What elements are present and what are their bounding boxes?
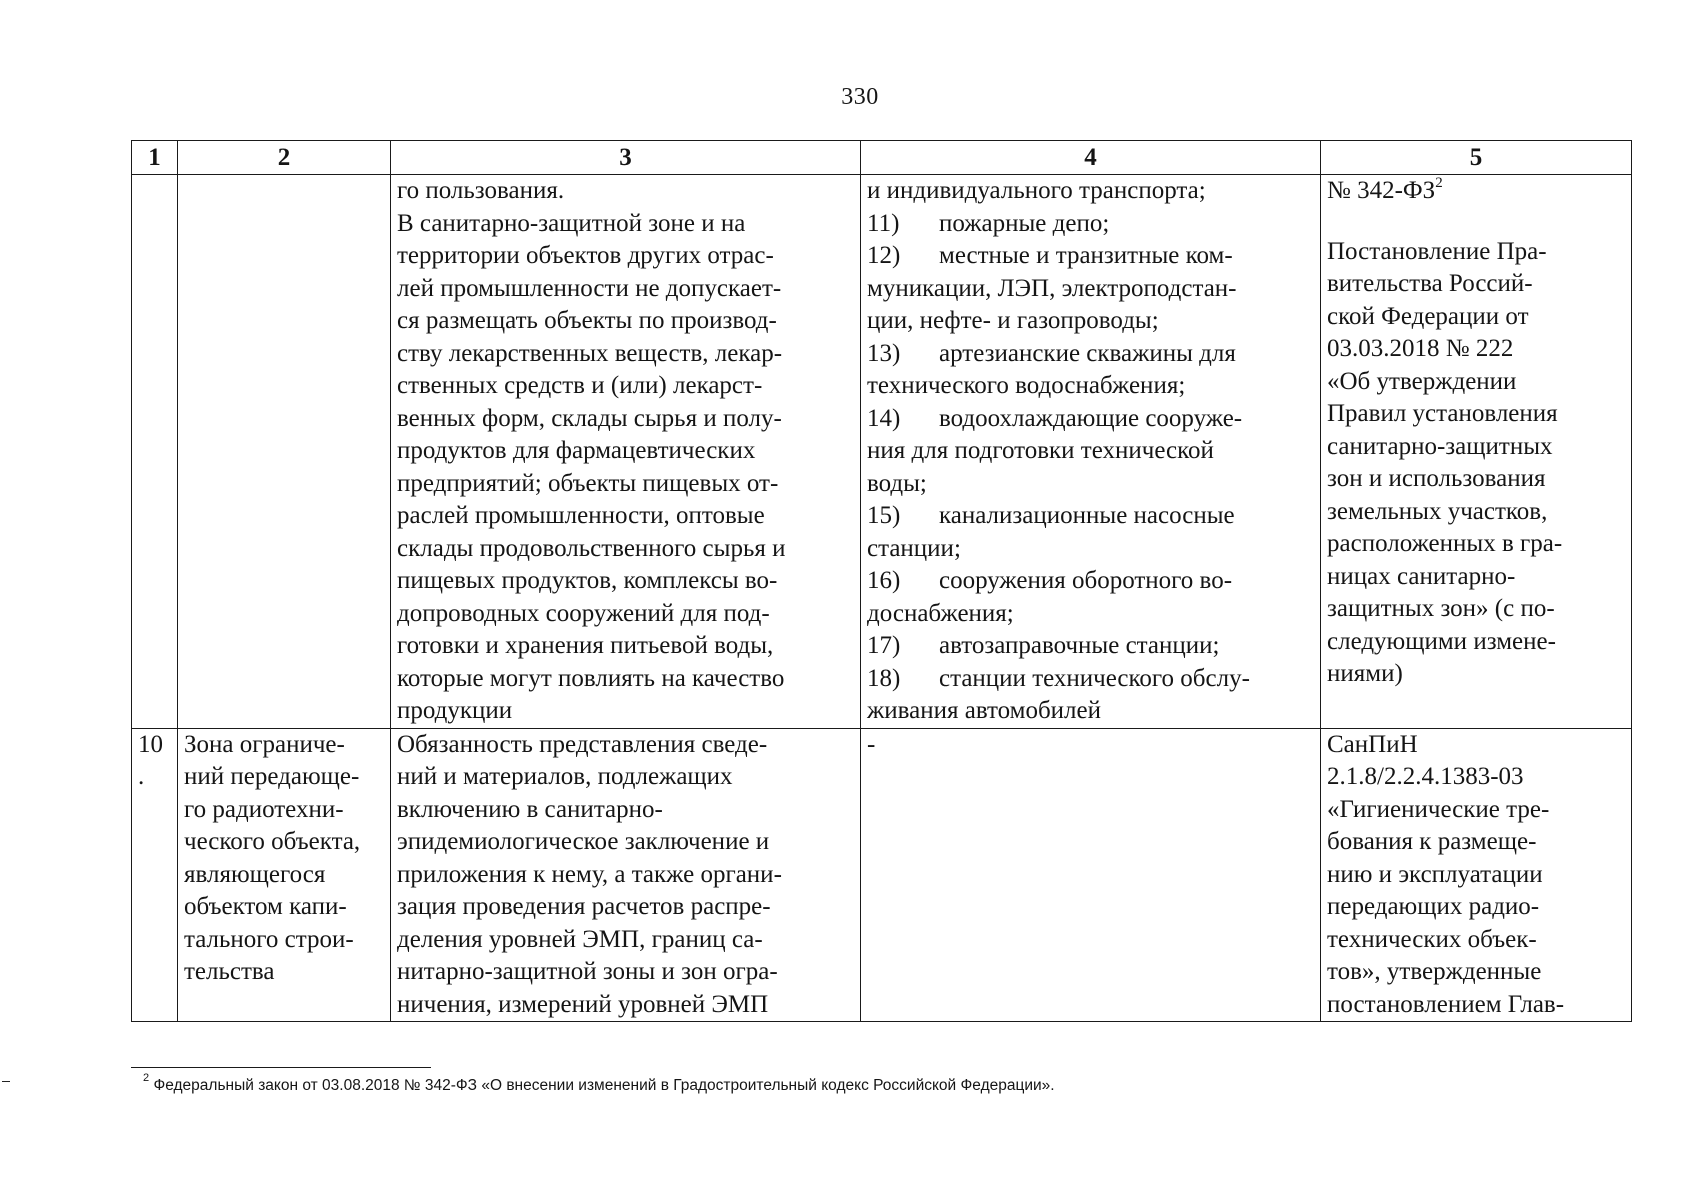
text-line: склады продовольственного сырья и <box>397 534 786 562</box>
list-item <box>867 565 1314 598</box>
text-line: продуктов для фармацевтических <box>397 437 756 464</box>
text-line: зон и использования <box>1327 465 1546 492</box>
list-item <box>867 533 1314 566</box>
text-line: «Об утверждении <box>1327 367 1517 395</box>
column-header-2: 2 <box>178 141 391 175</box>
row-number-cell <box>132 728 178 1022</box>
list-item-number: 17) <box>867 632 901 659</box>
text-line: нию и эксплуатации <box>1327 860 1543 888</box>
list-item-text: водоохлаждающие сооруже- <box>939 404 1243 432</box>
text-line: и индивидуального транспорта; <box>867 177 1206 204</box>
list-item <box>867 468 1314 501</box>
text-line: расположенных в гра- <box>1327 530 1563 557</box>
footnote-marker: 2 <box>143 1071 150 1084</box>
text-line: территории объектов других отрас- <box>397 242 774 269</box>
text-line: Обязанность представления сведе- <box>397 730 768 758</box>
text-line: ству лекарственных веществ, лекар- <box>397 339 783 367</box>
list-item-text: станции технического обслу- <box>939 664 1250 692</box>
text-line: эпидемиологическое заключение и <box>397 828 770 855</box>
text-line: передающих радио- <box>1327 893 1540 920</box>
text-line: объектом капи- <box>184 893 347 920</box>
list-item <box>867 695 1314 728</box>
text-line: ничения, измерений уровней ЭМП <box>397 990 769 1018</box>
footnote <box>143 1071 1055 1095</box>
spacer <box>1327 208 1625 236</box>
text-line: ницах санитарно- <box>1327 562 1516 590</box>
text-line: следующими измене- <box>1327 627 1556 655</box>
text-line: защитных зон» (с по- <box>1327 595 1555 622</box>
list-item <box>867 403 1314 436</box>
table-row <box>132 728 1632 1022</box>
list-item-number: 18) <box>867 664 901 692</box>
margin-mark <box>2 1081 10 1082</box>
text-line: бования к размеще- <box>1327 828 1537 855</box>
list-item <box>867 305 1314 338</box>
text-line: раслей промышленности, оптовые <box>397 502 765 529</box>
text-line: ской Федерации от <box>1327 302 1529 330</box>
text-line: готовки и хранения питьевой воды, <box>397 632 774 659</box>
text-line: го радиотехни- <box>184 795 344 823</box>
text-line: предприятий; объекты пищевых от- <box>397 469 779 497</box>
text-line: Правил установления <box>1327 400 1558 427</box>
text-line: 03.03.2018 № 222 <box>1327 335 1514 362</box>
list-item-text: канализационные насосные <box>939 502 1235 529</box>
text-line: ственных средств и (или) лекарст- <box>397 372 763 399</box>
list-item <box>867 663 1314 696</box>
list-item-text: ции, нефте- и газопроводы; <box>867 307 1159 334</box>
list-item-number: 13) <box>867 339 901 367</box>
list-item <box>867 208 1314 241</box>
list-item <box>867 435 1314 468</box>
list-item-text: местные и транзитные ком- <box>939 242 1233 269</box>
legal-basis-cell <box>1321 175 1632 729</box>
list-item-text: автозаправочные станции; <box>939 632 1220 659</box>
list-item-text: доснабжения; <box>867 599 1014 627</box>
text-line: являющегося <box>184 860 326 888</box>
column-header-3: 3 <box>391 141 861 175</box>
text-line: В санитарно-защитной зоне и на <box>397 209 746 237</box>
list-item-text: технического водоснабжения; <box>867 372 1186 399</box>
list-item-text: артезианские скважины для <box>939 339 1236 367</box>
requirements-cell <box>391 728 861 1022</box>
restrictions-cell: - <box>861 728 1321 1022</box>
text-line: тального строи- <box>184 925 354 953</box>
text-line: венных форм, склады сырья и полу- <box>397 404 782 432</box>
footnote-divider <box>131 1067 431 1068</box>
text-line: . <box>138 763 145 790</box>
text-line: 2.1.8/2.2.4.1383-03 <box>1327 763 1524 790</box>
column-header-4: 4 <box>861 141 1321 175</box>
header-row <box>132 141 1632 175</box>
text-line: ний передающе- <box>184 763 360 790</box>
text-line: лей промышленности не допускает- <box>397 274 782 302</box>
list-item <box>867 630 1314 663</box>
list-item-number: 16) <box>867 567 901 594</box>
text-line: Постановление Пра- <box>1327 237 1547 265</box>
list-item-text: ния для подготовки технической <box>867 437 1214 464</box>
text-line: ний и материалов, подлежащих <box>397 763 733 790</box>
list-item <box>867 370 1314 403</box>
page-number: 330 <box>841 84 879 110</box>
table-row <box>132 175 1632 729</box>
text-line: Зона ограниче- <box>184 730 345 758</box>
text-line: 10 <box>138 730 163 758</box>
law-reference <box>1327 175 1625 208</box>
list-item <box>867 240 1314 273</box>
list-item-text: станции; <box>867 534 961 562</box>
text-line: включению в санитарно- <box>397 795 663 823</box>
text-line: допроводных сооружений для под- <box>397 599 770 627</box>
list-item-text: воды; <box>867 469 927 497</box>
text-line: «Гигиенические тре- <box>1327 795 1550 823</box>
text-line: постановлением Глав- <box>1327 990 1565 1018</box>
text-line: пищевых продуктов, комплексы во- <box>397 567 778 594</box>
list-item-number: 15) <box>867 502 901 529</box>
list-item-number: 12) <box>867 242 901 269</box>
footnote-text: Федеральный закон от 03.08.2018 № 342-ФЗ «О внесении изменений в Градостроительный кодекс Российской Федерации». <box>153 1077 1055 1094</box>
list-item-text: муникации, ЛЭП, электроподстан- <box>867 274 1237 302</box>
text-line: которые могут повлиять на качество <box>397 664 785 692</box>
text-line: ческого объекта, <box>184 828 361 855</box>
text-line: санитарно-защитных <box>1327 432 1553 460</box>
text-line: нитарно-защитной зоны и зон огра- <box>397 958 778 985</box>
text-line: тов», утвержденные <box>1327 958 1542 985</box>
list-item-text: живания автомобилей <box>867 697 1101 724</box>
text-line: СанПиН <box>1327 730 1418 758</box>
regulation-table <box>131 140 1632 1022</box>
text-line: го пользования. <box>397 177 565 204</box>
text-line: технических объек- <box>1327 925 1537 953</box>
zone-name-cell <box>178 175 391 729</box>
list-item <box>867 500 1314 533</box>
list-item <box>867 598 1314 631</box>
list-item-text: пожарные депо; <box>939 209 1110 237</box>
list-item <box>867 273 1314 306</box>
law-number: № 342-ФЗ <box>1327 177 1436 204</box>
text-line: ниями) <box>1327 660 1403 687</box>
list-item <box>867 338 1314 371</box>
list-item-number: 11) <box>867 209 900 237</box>
column-header-1: 1 <box>132 141 178 175</box>
column-header-5: 5 <box>1321 141 1632 175</box>
text-line: приложения к нему, а также органи- <box>397 860 782 888</box>
requirements-cell <box>391 175 861 729</box>
zone-name-cell <box>178 728 391 1022</box>
list-item-text: сооружения оборотного во- <box>939 567 1233 594</box>
restrictions-cell <box>861 175 1321 729</box>
row-number-cell <box>132 175 178 729</box>
text-line: продукции <box>397 697 513 724</box>
footnote-ref: 2 <box>1435 174 1443 191</box>
text-line: деления уровней ЭМП, границ са- <box>397 925 763 953</box>
list-item-number: 14) <box>867 404 901 432</box>
text-line: зация проведения расчетов распре- <box>397 893 771 920</box>
text-line: ся размещать объекты по производ- <box>397 307 777 334</box>
legal-basis-cell <box>1321 728 1632 1022</box>
text-line: земельных участков, <box>1327 497 1548 525</box>
text-line: тельства <box>184 958 275 985</box>
text-line: вительства Россий- <box>1327 270 1533 297</box>
